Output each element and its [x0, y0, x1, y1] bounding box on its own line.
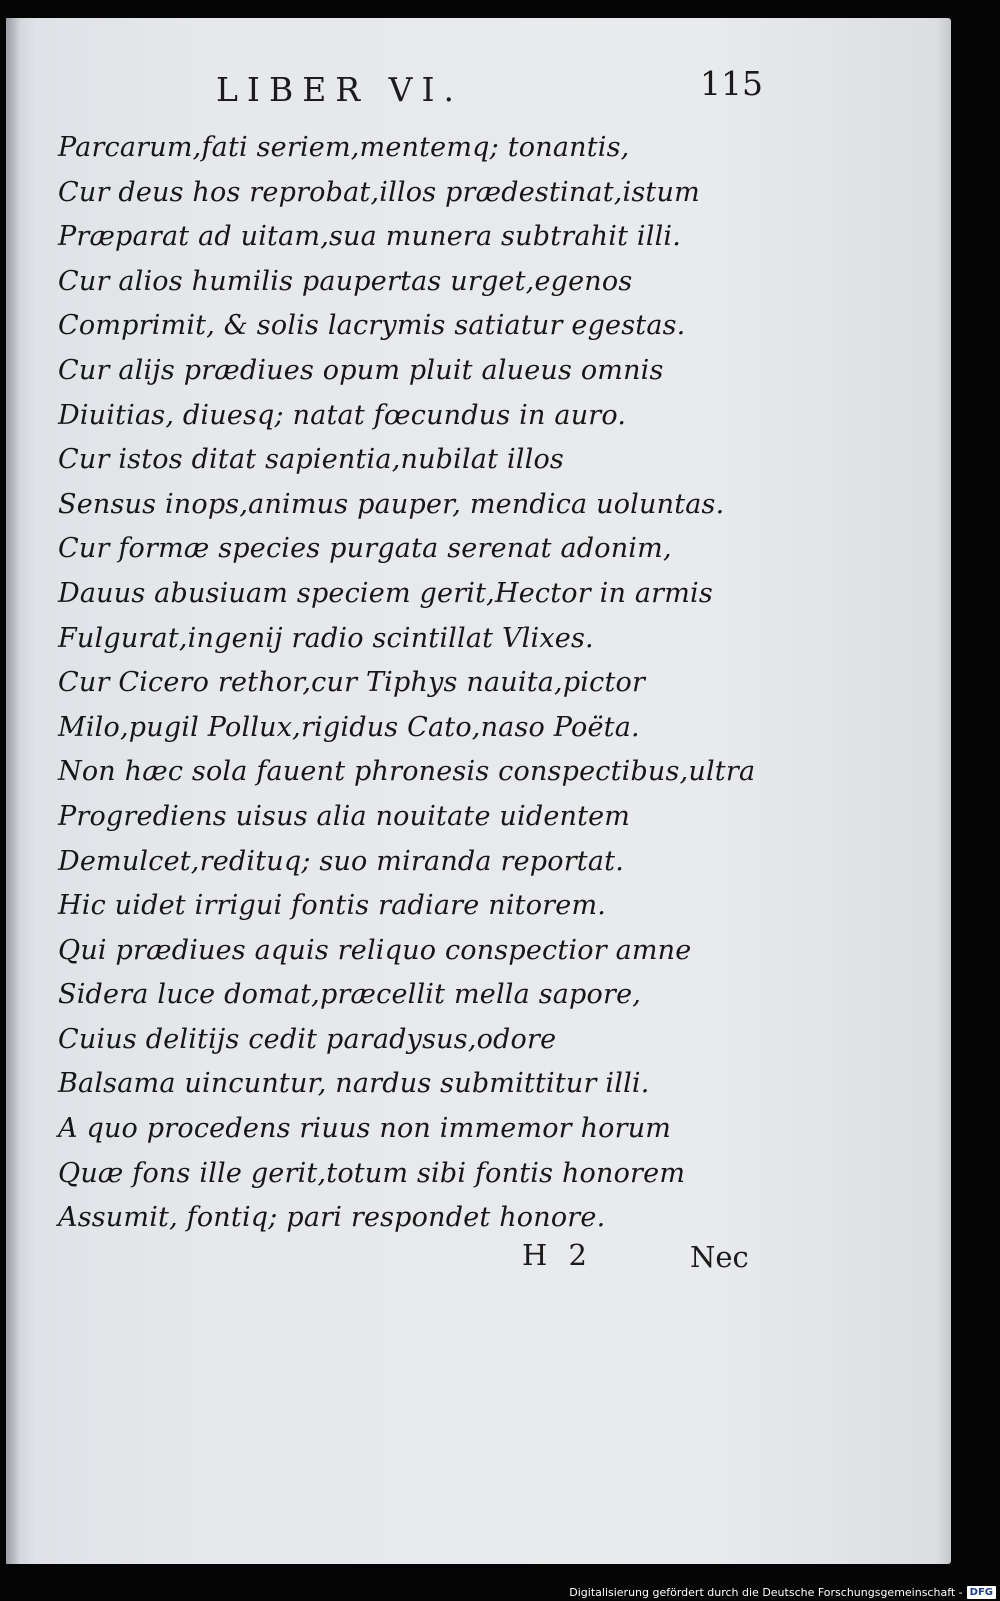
verse-line: Dauus abusiuam speciem gerit,Hector in armis	[58, 577, 713, 609]
verse-line: Sensus inops,animus pauper, mendica uoluntas.	[58, 488, 725, 520]
verse-line: Præparat ad uitam,sua munera subtrahit illi.	[58, 221, 682, 253]
verse-line: Cuius delitijs cedit paradysus,odore	[58, 1023, 557, 1055]
verse-line: A quo procedens riuus non immemor horum	[58, 1113, 672, 1145]
verse-line: Parcarum,fati seriem,mentemq; tonantis,	[58, 132, 630, 163]
verse-line: Cur formæ species purgata serenat adonim,	[58, 533, 672, 565]
book-page	[6, 18, 951, 1564]
verse-line: Non hæc sola fauent phronesis conspectibus,ultra	[58, 756, 756, 788]
digitization-credit	[569, 1586, 996, 1599]
verse-line: Assumit, fontiq; pari respondet honore.	[58, 1202, 606, 1234]
verse-line: Cur deus hos reprobat,illos prædestinat,istum	[58, 176, 700, 208]
catchword: Nec	[690, 1240, 749, 1274]
verse-line: Cur istos ditat sapientia,nubilat illos	[58, 444, 564, 476]
dfg-logo: DFG	[967, 1586, 996, 1599]
verse-block	[58, 126, 918, 1241]
verse-line: Cur alios humilis paupertas urget,egenos	[58, 265, 633, 297]
verse-line: Qui prædiues aquis reliquo conspectior amne	[58, 934, 692, 966]
verse-line: Diuitias, diuesq; natat fœcundus in auro.	[58, 399, 627, 431]
verse-line: Fulgurat,ingenij radio scintillat Vlixes.	[58, 622, 594, 654]
signature-mark: H 2	[522, 1238, 593, 1272]
page-number: 115	[700, 64, 763, 103]
verse-line: Demulcet,redituq; suo miranda reportat.	[58, 845, 624, 877]
verse-line: Balsama uincuntur, nardus submittitur illi.	[58, 1068, 650, 1100]
page-gutter-shadow	[6, 18, 20, 1564]
verse-line: Comprimit, & solis lacrymis satiatur egestas.	[58, 310, 686, 342]
verse-line: Milo,pugil Pollux,rigidus Cato,naso Poëta.	[58, 711, 640, 743]
verse-line: Cur alijs prædiues opum pluit alueus omnis	[58, 354, 664, 386]
verse-line: Cur Cicero rethor,cur Tiphys nauita,pictor	[58, 667, 646, 699]
verse-line: Sidera luce domat,præcellit mella sapore,	[58, 979, 642, 1011]
verse-line: Quæ fons ille gerit,totum sibi fontis honorem	[58, 1157, 686, 1189]
running-head: LIBER VI.	[216, 70, 463, 109]
credit-text: Digitalisierung gefördert durch die Deutsche Forschungsgemeinschaft -	[569, 1586, 963, 1599]
verse-line: Hic uidet irrigui fontis radiare nitorem.	[58, 890, 607, 922]
verse-line: Progrediens uisus alia nouitate uidentem	[58, 800, 631, 832]
